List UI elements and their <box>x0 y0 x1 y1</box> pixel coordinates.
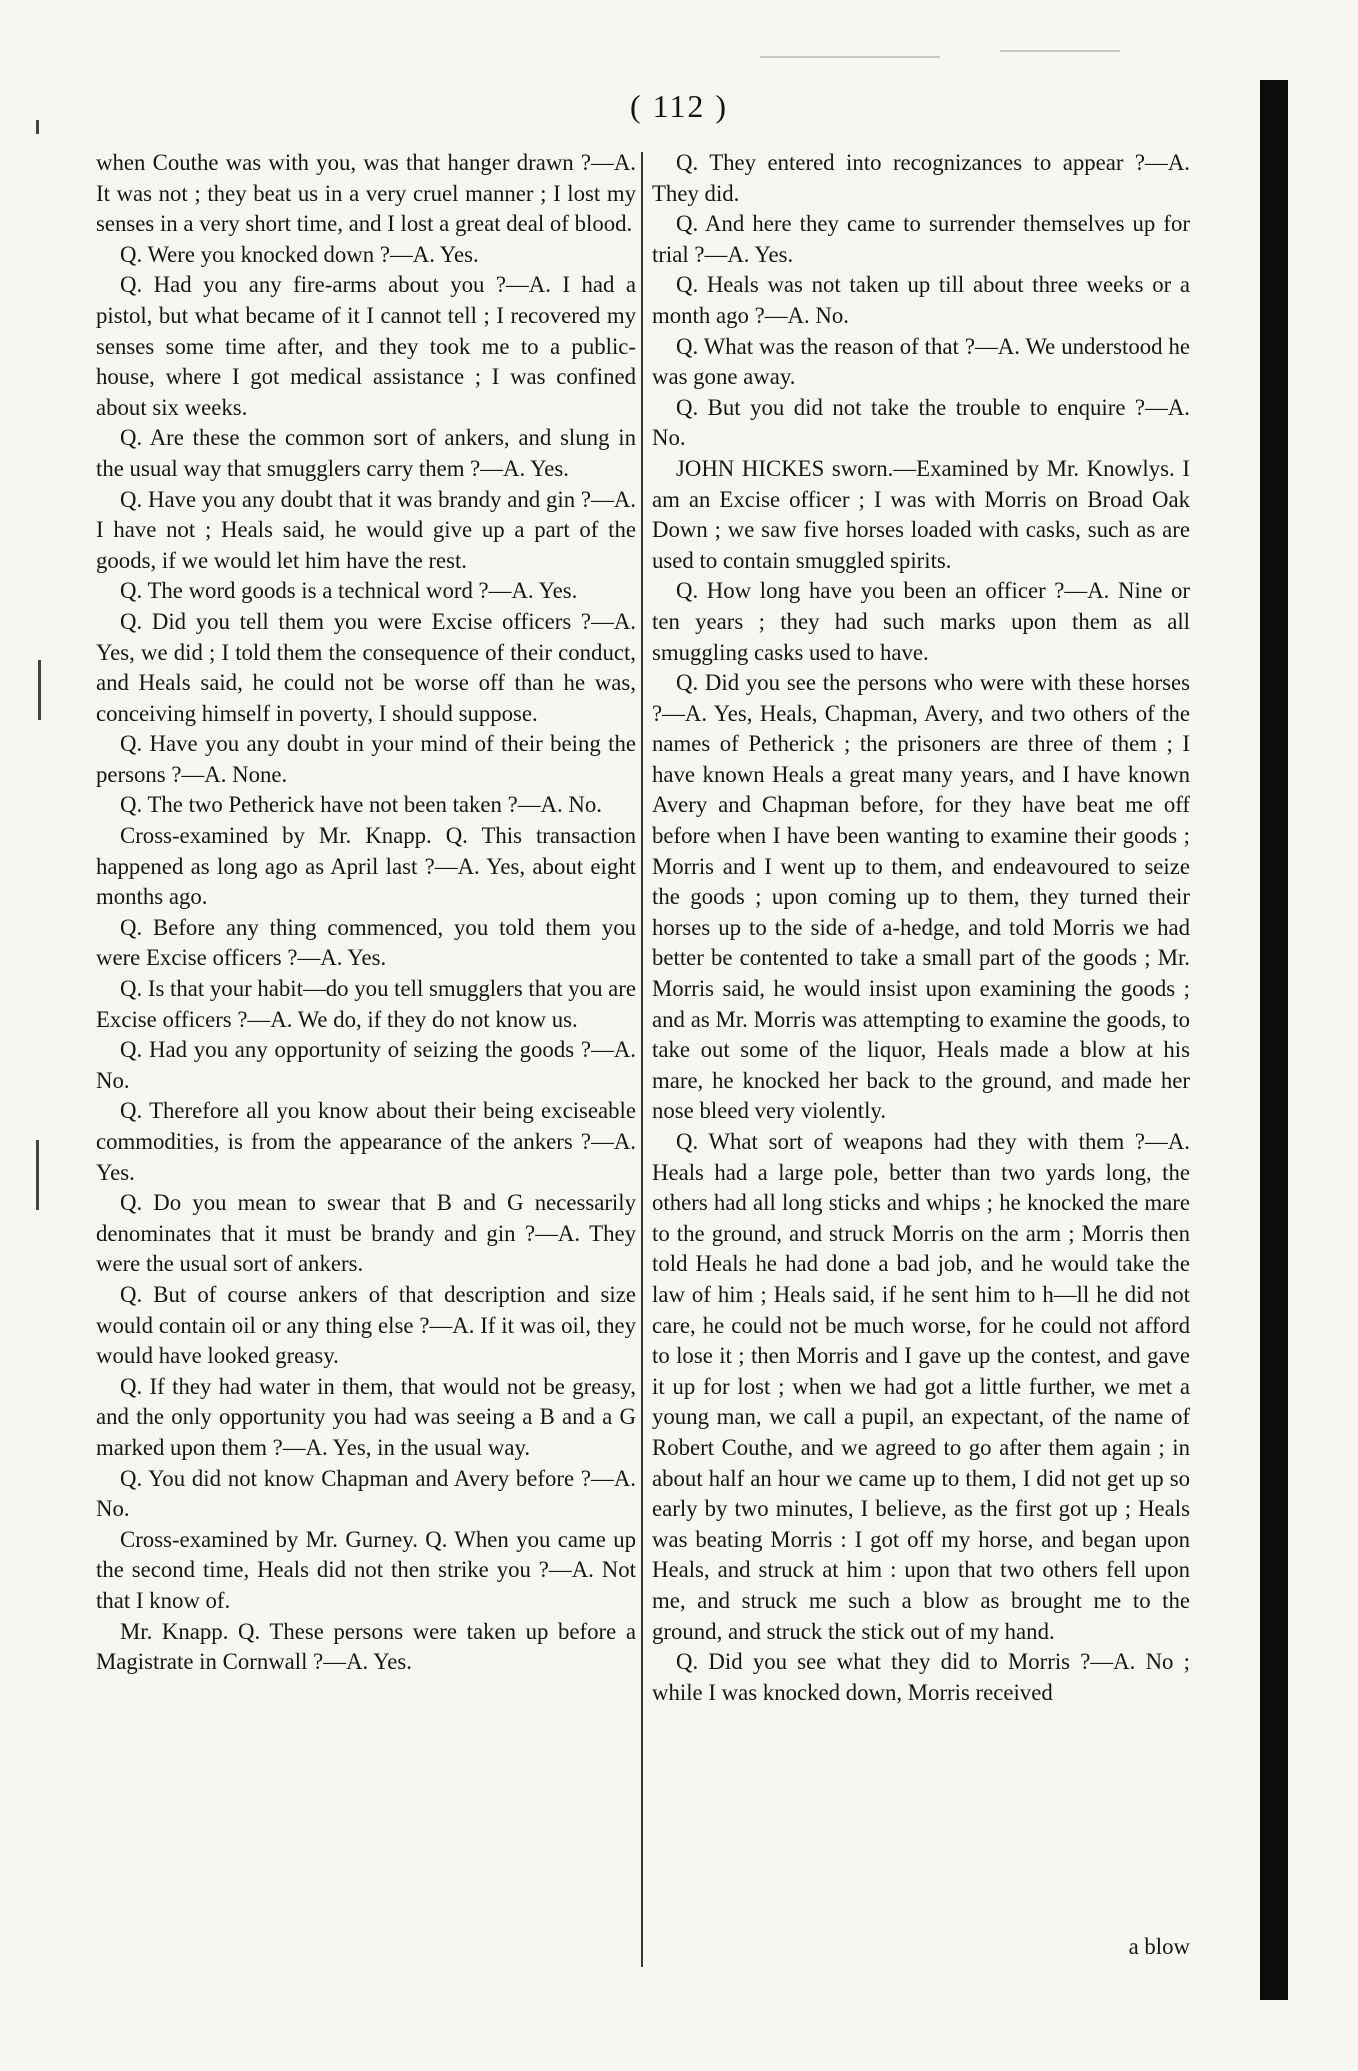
margin-speck <box>36 1140 39 1210</box>
paragraph: Q. They entered into recognizances to appear ?—A. They did. <box>652 150 1190 206</box>
paragraph: Cross-examined by Mr. Knapp. Q. This transaction happened as long ago as April last ?—A. Yes, about eight months ago. <box>96 823 636 910</box>
left-column <box>96 148 636 1678</box>
paragraph: Cross-examined by Mr. Gurney. Q. When you came up the second time, Heals did not then strike you ?—A. Not that I know of. <box>96 1526 636 1613</box>
paragraph: Q. If they had water in them, that would not be greasy, and the only opportunity you had was seeing a B and a G marked upon them ?—A. Yes, in the usual way. <box>96 1373 636 1460</box>
paragraph: Q. Did you see the persons who were with these horses ?—A. Yes, Heals, Chapman, Avery, and two others of the names of Petherick ; the prisoners are three of them ; I have known Heals a great many years, and I have known Avery and Chapman before, for they have beat me off before when I have been wanting to examine their goods ; Morris and I went up to them, and endeavoured to seize the goods ; upon coming up to them, they turned their horses up to the side of a-hedge, and told Morris we had better be contented to take a small part of the goods ; Mr. Morris said, he would insist upon examining the goods ; and as Mr. Morris was attempting to examine the goods, to take out some of the liquor, Heals made a blow at his mare, he knocked her back to the ground, and made her nose bleed very violently. <box>652 670 1190 1124</box>
paragraph: JOHN HICKES sworn.—Examined by Mr. Knowlys. I am an Excise officer ; I was with Morris on Broad Oak Down ; we saw five horses loaded with casks, such as are used to contain smuggled spirits. <box>652 455 1190 573</box>
right-column <box>652 148 1190 1708</box>
paragraph: Q. What was the reason of that ?—A. We understood he was gone away. <box>652 333 1190 390</box>
paragraph: Q. Heals was not taken up till about three weeks or a month ago ?—A. No. <box>652 272 1190 328</box>
page-smudge <box>1000 50 1120 52</box>
scan-edge-bar <box>1260 80 1288 2000</box>
paragraph: Q. Had you any fire-arms about you ?—A. I had a pistol, but what became of it I cannot tell ; I recovered my senses some time after, and they took me to a public-house, where I got medical assistance ; I was confined about six weeks. <box>96 272 636 420</box>
paragraph: Q. How long have you been an officer ?—A. Nine or ten years ; they had such marks upon them as all smuggling casks used to have. <box>652 578 1190 665</box>
margin-speck <box>38 660 41 720</box>
paragraph: Q. Did you tell them you were Excise officers ?—A. Yes, we did ; I told them the consequence of their conduct, and Heals said, he could not be worse off than he was, conceiving himself in poverty, I should suppose. <box>96 608 636 726</box>
paragraph: Q. You did not know Chapman and Avery before ?—A. No. <box>96 1465 636 1522</box>
page-number: ( 112 ) <box>629 88 729 124</box>
paragraph: Q. Have you any doubt in your mind of their being the persons ?—A. None. <box>96 731 636 787</box>
paragraph: Q. What sort of weapons had they with them ?—A. Heals had a large pole, better than two yards long, the others had all long sticks and whips ; he knocked the mare to the ground, and struck Morris on the arm ; Morris then told Heals he had done a bad job, and he would take the law of him ; Heals said, if he sent him to h—ll he did not care, he could not be much worse, for he could not afford to lose it ; then Morris and I gave up the contest, and gave it up for lost ; when we had got a little further, we met a young man, we call a pupil, an expectant, of the name of Robert Couthe, and we agreed to go after them again ; in about half an hour we came up to them, I did not get up so early by two minutes, I believe, as the first got up ; Heals was beating Morris : I got off my horse, and began upon Heals, and struck at him : upon that two others fell upon me, and struck me such a blow as brought me to the ground, and struck the stick out of my hand. <box>652 1129 1190 1644</box>
catchword: a blow <box>1128 1934 1190 1959</box>
paragraph: Q. Have you any doubt that it was brandy and gin ?—A. I have not ; Heals said, he would give up a part of the goods, if we would let him have the rest. <box>96 486 636 573</box>
page-smudge <box>760 56 940 58</box>
paragraph: Q. Therefore all you know about their being exciseable commodities, is from the appearance of the ankers ?—A. Yes. <box>96 1098 636 1185</box>
paragraph: Q. But of course ankers of that description and size would contain oil or any thing else ?—A. If it was oil, they would have looked greasy. <box>96 1281 636 1369</box>
paragraph: Q. Did you see what they did to Morris ?—A. No ; while I was knocked down, Morris received <box>652 1649 1190 1705</box>
paragraph: Mr. Knapp. Q. These persons were taken up before a Magistrate in Cornwall ?—A. Yes. <box>96 1618 636 1675</box>
paragraph: Q. But you did not take the trouble to enquire ?—A. No. <box>652 394 1190 451</box>
paragraph: Q. Are these the common sort of ankers, and slung in the usual way that smugglers carry them ?—A. Yes. <box>96 425 636 481</box>
paragraph: Q. Had you any opportunity of seizing the goods ?—A. No. <box>96 1037 636 1093</box>
paragraph: Q. Do you mean to swear that B and G necessarily denominates that it must be brandy and gin ?—A. They were the usual sort of ankers. <box>96 1190 636 1277</box>
paragraph: Q. And here they came to surrender themselves up for trial ?—A. Yes. <box>652 211 1190 267</box>
paragraph: Q. Before any thing commenced, you told them you were Excise officers ?—A. Yes. <box>96 914 636 971</box>
paragraph: when Couthe was with you, was that hanger drawn ?—A. It was not ; they beat us in a very cruel manner ; I lost my senses in a very short time, and I lost a great deal of blood. <box>96 150 636 237</box>
paragraph: Q. Is that your habit—do you tell smugglers that you are Excise officers ?—A. We do, if they do not know us. <box>96 976 637 1032</box>
paragraph: Q. The word goods is a technical word ?—A. Yes. <box>120 578 578 604</box>
column-rule <box>641 152 643 1967</box>
paragraph: Q. The two Petherick have not been taken ?—A. No. <box>120 792 602 818</box>
paragraph: Q. Were you knocked down ?—A. Yes. <box>120 241 479 267</box>
